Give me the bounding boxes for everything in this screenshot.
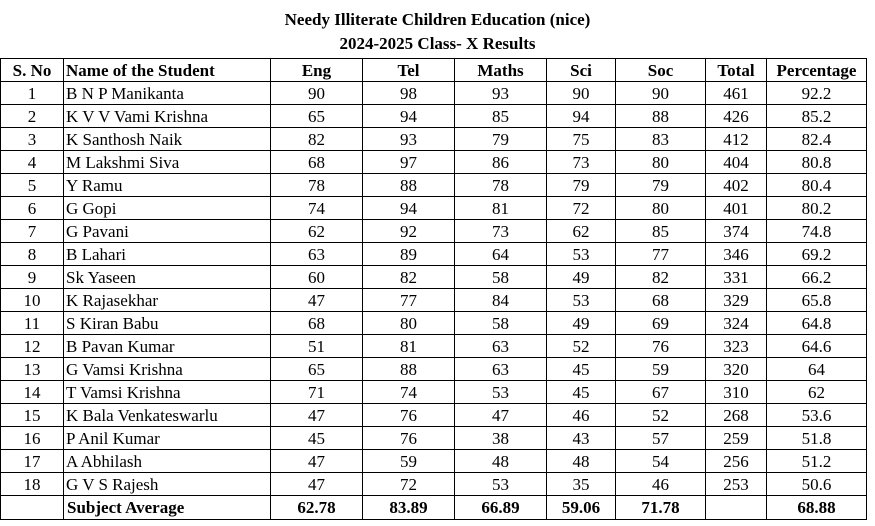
- eng-cell: 65: [271, 358, 363, 381]
- soc-cell: 57: [616, 427, 706, 450]
- sno-cell: 9: [1, 266, 64, 289]
- soc-cell: 85: [616, 220, 706, 243]
- table-row: [1, 174, 867, 197]
- maths-cell: 86: [455, 151, 547, 174]
- average-soc: 71.78: [616, 496, 706, 520]
- total-cell: 426: [706, 105, 767, 128]
- table-row: [1, 82, 867, 105]
- student-name-cell: K Rajasekhar: [64, 289, 271, 312]
- table-row: [1, 312, 867, 335]
- eng-cell: 90: [271, 82, 363, 105]
- tel-cell: 59: [363, 450, 455, 473]
- table-row: [1, 266, 867, 289]
- soc-cell: 67: [616, 381, 706, 404]
- tel-cell: 77: [363, 289, 455, 312]
- sci-cell: 53: [547, 243, 616, 266]
- percentage-cell: 65.8: [767, 289, 867, 312]
- table-row: [1, 289, 867, 312]
- tel-cell: 93: [363, 128, 455, 151]
- percentage-cell: 82.4: [767, 128, 867, 151]
- header-tel: Tel: [363, 59, 455, 82]
- soc-cell: 77: [616, 243, 706, 266]
- tel-cell: 72: [363, 473, 455, 496]
- student-name-cell: P Anil Kumar: [64, 427, 271, 450]
- student-name-cell: K Bala Venkateswarlu: [64, 404, 271, 427]
- tel-cell: 88: [363, 174, 455, 197]
- eng-cell: 68: [271, 151, 363, 174]
- header-percentage: Percentage: [767, 59, 867, 82]
- soc-cell: 54: [616, 450, 706, 473]
- eng-cell: 65: [271, 105, 363, 128]
- tel-cell: 98: [363, 82, 455, 105]
- maths-cell: 63: [455, 358, 547, 381]
- total-cell: 323: [706, 335, 767, 358]
- percentage-cell: 66.2: [767, 266, 867, 289]
- sno-cell: 10: [1, 289, 64, 312]
- soc-cell: 79: [616, 174, 706, 197]
- table-row: [1, 151, 867, 174]
- tel-cell: 94: [363, 105, 455, 128]
- soc-cell: 90: [616, 82, 706, 105]
- percentage-cell: 64: [767, 358, 867, 381]
- eng-cell: 47: [271, 450, 363, 473]
- student-name-cell: M Lakshmi Siva: [64, 151, 271, 174]
- tel-cell: 82: [363, 266, 455, 289]
- eng-cell: 71: [271, 381, 363, 404]
- total-cell: 324: [706, 312, 767, 335]
- total-cell: 374: [706, 220, 767, 243]
- table-row: [1, 243, 867, 266]
- tel-cell: 76: [363, 427, 455, 450]
- sci-cell: 94: [547, 105, 616, 128]
- sci-cell: 46: [547, 404, 616, 427]
- sno-cell: 1: [1, 82, 64, 105]
- eng-cell: 78: [271, 174, 363, 197]
- sci-cell: 45: [547, 358, 616, 381]
- maths-cell: 73: [455, 220, 547, 243]
- total-cell: 329: [706, 289, 767, 312]
- percentage-cell: 80.2: [767, 197, 867, 220]
- maths-cell: 79: [455, 128, 547, 151]
- eng-cell: 47: [271, 289, 363, 312]
- average-eng: 62.78: [271, 496, 363, 520]
- table-row: [1, 335, 867, 358]
- table-row: [1, 404, 867, 427]
- maths-cell: 93: [455, 82, 547, 105]
- maths-cell: 64: [455, 243, 547, 266]
- maths-cell: 58: [455, 312, 547, 335]
- student-name-cell: Sk Yaseen: [64, 266, 271, 289]
- maths-cell: 85: [455, 105, 547, 128]
- average-tel: 83.89: [363, 496, 455, 520]
- sci-cell: 45: [547, 381, 616, 404]
- header-row: [1, 59, 867, 82]
- student-name-cell: K V V Vami Krishna: [64, 105, 271, 128]
- soc-cell: 69: [616, 312, 706, 335]
- sci-cell: 75: [547, 128, 616, 151]
- sno-cell: 12: [1, 335, 64, 358]
- soc-cell: 59: [616, 358, 706, 381]
- tel-cell: 81: [363, 335, 455, 358]
- average-sci: 59.06: [547, 496, 616, 520]
- eng-cell: 45: [271, 427, 363, 450]
- student-name-cell: B Lahari: [64, 243, 271, 266]
- maths-cell: 78: [455, 174, 547, 197]
- percentage-cell: 74.8: [767, 220, 867, 243]
- sheet-subtitle: 2024-2025 Class- X Results: [339, 34, 536, 53]
- percentage-cell: 64.6: [767, 335, 867, 358]
- header-maths: Maths: [455, 59, 547, 82]
- tel-cell: 74: [363, 381, 455, 404]
- eng-cell: 47: [271, 404, 363, 427]
- eng-cell: 63: [271, 243, 363, 266]
- sci-cell: 35: [547, 473, 616, 496]
- sno-cell: 17: [1, 450, 64, 473]
- total-cell: 259: [706, 427, 767, 450]
- sno-cell: 14: [1, 381, 64, 404]
- total-cell: 412: [706, 128, 767, 151]
- total-cell: 402: [706, 174, 767, 197]
- table-row: [1, 105, 867, 128]
- eng-cell: 47: [271, 473, 363, 496]
- sno-cell: 16: [1, 427, 64, 450]
- soc-cell: 46: [616, 473, 706, 496]
- eng-cell: 62: [271, 220, 363, 243]
- eng-cell: 74: [271, 197, 363, 220]
- eng-cell: 82: [271, 128, 363, 151]
- eng-cell: 51: [271, 335, 363, 358]
- soc-cell: 68: [616, 289, 706, 312]
- subject-average-row: [1, 496, 867, 520]
- header-sno: S. No: [1, 59, 64, 82]
- maths-cell: 63: [455, 335, 547, 358]
- table-row: [1, 473, 867, 496]
- sci-cell: 73: [547, 151, 616, 174]
- soc-cell: 83: [616, 128, 706, 151]
- sno-cell: 7: [1, 220, 64, 243]
- student-name-cell: T Vamsi Krishna: [64, 381, 271, 404]
- sci-cell: 79: [547, 174, 616, 197]
- header-eng: Eng: [271, 59, 363, 82]
- student-name-cell: G Vamsi Krishna: [64, 358, 271, 381]
- total-cell: 268: [706, 404, 767, 427]
- total-cell: 310: [706, 381, 767, 404]
- sno-cell: 3: [1, 128, 64, 151]
- eng-cell: 68: [271, 312, 363, 335]
- student-name-cell: S Kiran Babu: [64, 312, 271, 335]
- sno-cell: 15: [1, 404, 64, 427]
- total-cell: 346: [706, 243, 767, 266]
- sci-cell: 62: [547, 220, 616, 243]
- soc-cell: 82: [616, 266, 706, 289]
- soc-cell: 80: [616, 197, 706, 220]
- student-name-cell: B N P Manikanta: [64, 82, 271, 105]
- percentage-cell: 64.8: [767, 312, 867, 335]
- average-blank-cell: [1, 496, 64, 520]
- student-name-cell: K Santhosh Naik: [64, 128, 271, 151]
- sno-cell: 18: [1, 473, 64, 496]
- soc-cell: 52: [616, 404, 706, 427]
- total-cell: 331: [706, 266, 767, 289]
- sno-cell: 4: [1, 151, 64, 174]
- maths-cell: 58: [455, 266, 547, 289]
- total-cell: 404: [706, 151, 767, 174]
- percentage-cell: 85.2: [767, 105, 867, 128]
- soc-cell: 76: [616, 335, 706, 358]
- percentage-cell: 53.6: [767, 404, 867, 427]
- tel-cell: 92: [363, 220, 455, 243]
- average-percentage: 68.88: [767, 496, 867, 520]
- header-soc: Soc: [616, 59, 706, 82]
- student-name-cell: Y Ramu: [64, 174, 271, 197]
- student-name-cell: G Pavani: [64, 220, 271, 243]
- tel-cell: 88: [363, 358, 455, 381]
- sci-cell: 49: [547, 266, 616, 289]
- maths-cell: 84: [455, 289, 547, 312]
- sci-cell: 90: [547, 82, 616, 105]
- total-cell: 256: [706, 450, 767, 473]
- student-name-cell: A Abhilash: [64, 450, 271, 473]
- maths-cell: 47: [455, 404, 547, 427]
- tel-cell: 76: [363, 404, 455, 427]
- average-total: [706, 496, 767, 520]
- student-name-cell: B Pavan Kumar: [64, 335, 271, 358]
- table-row: [1, 381, 867, 404]
- sci-cell: 53: [547, 289, 616, 312]
- soc-cell: 88: [616, 105, 706, 128]
- header-sci: Sci: [547, 59, 616, 82]
- percentage-cell: 51.2: [767, 450, 867, 473]
- tel-cell: 97: [363, 151, 455, 174]
- header-student-name: Name of the Student: [64, 59, 271, 82]
- sheet-title: Needy Illiterate Children Education (nice): [284, 10, 591, 29]
- table-row: [1, 358, 867, 381]
- percentage-cell: 51.8: [767, 427, 867, 450]
- results-table: [0, 58, 867, 520]
- percentage-cell: 69.2: [767, 243, 867, 266]
- table-row: [1, 220, 867, 243]
- sci-cell: 48: [547, 450, 616, 473]
- header-total: Total: [706, 59, 767, 82]
- sno-cell: 5: [1, 174, 64, 197]
- maths-cell: 81: [455, 197, 547, 220]
- percentage-cell: 62: [767, 381, 867, 404]
- maths-cell: 53: [455, 381, 547, 404]
- tel-cell: 89: [363, 243, 455, 266]
- percentage-cell: 80.8: [767, 151, 867, 174]
- tel-cell: 94: [363, 197, 455, 220]
- maths-cell: 48: [455, 450, 547, 473]
- sno-cell: 11: [1, 312, 64, 335]
- maths-cell: 38: [455, 427, 547, 450]
- sno-cell: 13: [1, 358, 64, 381]
- sno-cell: 6: [1, 197, 64, 220]
- percentage-cell: 80.4: [767, 174, 867, 197]
- sci-cell: 43: [547, 427, 616, 450]
- total-cell: 253: [706, 473, 767, 496]
- sno-cell: 8: [1, 243, 64, 266]
- student-name-cell: G Gopi: [64, 197, 271, 220]
- table-row: [1, 427, 867, 450]
- tel-cell: 80: [363, 312, 455, 335]
- table-row: [1, 197, 867, 220]
- table-row: [1, 450, 867, 473]
- table-row: [1, 128, 867, 151]
- total-cell: 461: [706, 82, 767, 105]
- percentage-cell: 92.2: [767, 82, 867, 105]
- total-cell: 401: [706, 197, 767, 220]
- sno-cell: 2: [1, 105, 64, 128]
- results-body: [1, 82, 867, 496]
- average-label: Subject Average: [64, 496, 271, 520]
- maths-cell: 53: [455, 473, 547, 496]
- percentage-cell: 50.6: [767, 473, 867, 496]
- student-name-cell: G V S Rajesh: [64, 473, 271, 496]
- sci-cell: 52: [547, 335, 616, 358]
- soc-cell: 80: [616, 151, 706, 174]
- sci-cell: 49: [547, 312, 616, 335]
- sci-cell: 72: [547, 197, 616, 220]
- eng-cell: 60: [271, 266, 363, 289]
- average-maths: 66.89: [455, 496, 547, 520]
- total-cell: 320: [706, 358, 767, 381]
